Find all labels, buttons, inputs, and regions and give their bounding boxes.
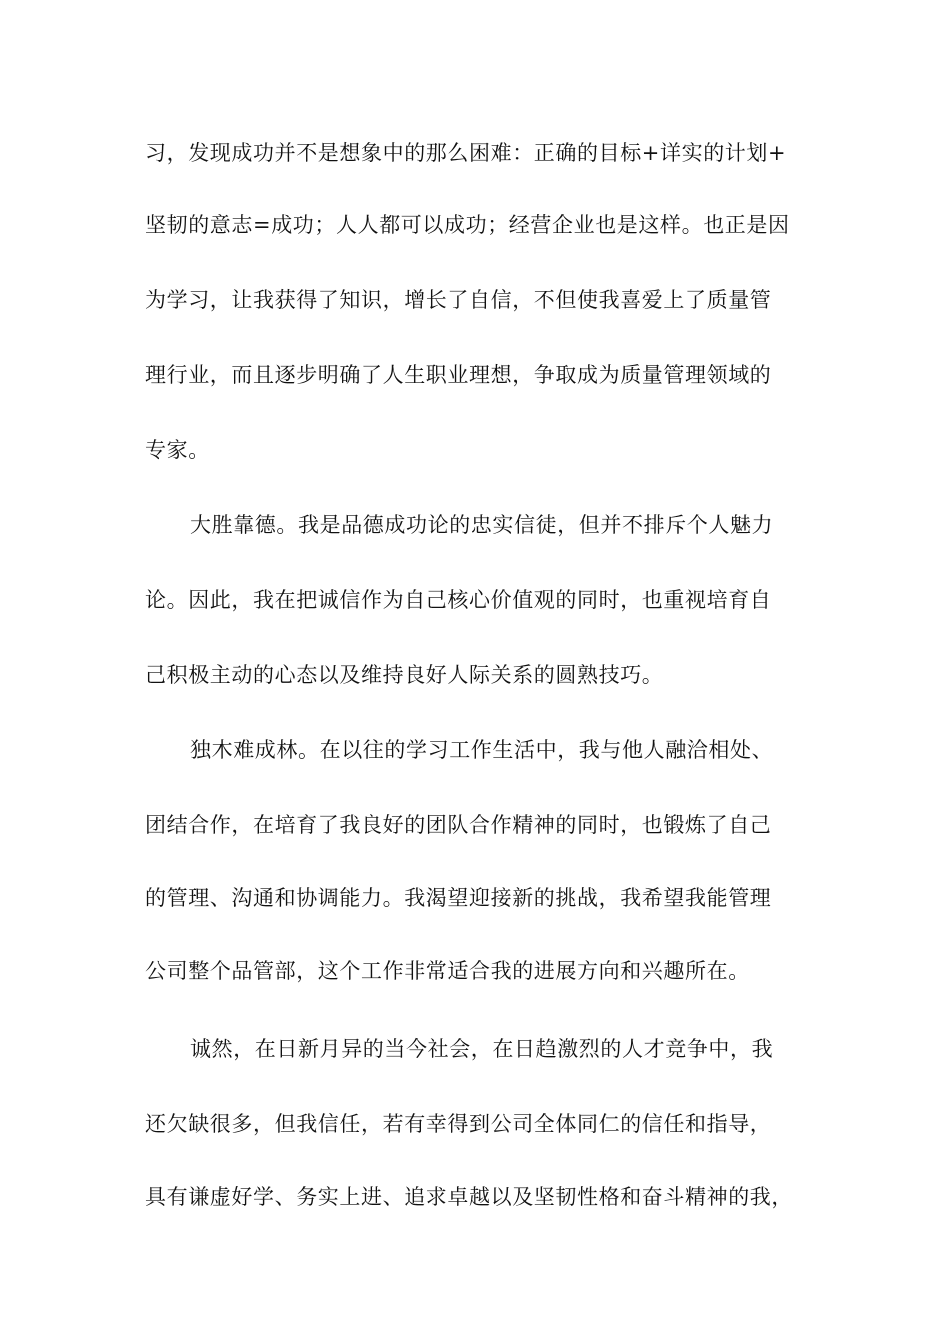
text-line: 论。因此，我在把诚信作为自己核心价值观的同时，也重视培育自 (145, 588, 772, 612)
paragraph-start-line: 诚然，在日新月异的当今社会，在日趋激烈的人才竞争中，我 (190, 1037, 774, 1061)
text-line: 理行业，而且逐步明确了人生职业理想，争取成为质量管理领域的 (145, 363, 772, 387)
text-line: 公司整个品管部，这个工作非常适合我的进展方向和兴趣所在。 (145, 959, 750, 983)
text-line: 专家。 (145, 438, 210, 462)
text-line: 具有谦虚好学、务实上进、追求卓越以及坚韧性格和奋斗精神的我， (145, 1185, 793, 1209)
text-line: 习，发现成功并不是想象中的那么困难：正确的目标+详实的计划+ (145, 141, 787, 165)
text-line: 为学习，让我获得了知识，增长了自信，不但使我喜爱上了质量管 (145, 288, 772, 312)
paragraph-start-line: 大胜靠德。我是品德成功论的忠实信徒，但并不排斥个人魅力 (190, 513, 774, 537)
text-line: 己积极主动的心态以及维持良好人际关系的圆熟技巧。 (145, 663, 664, 687)
text-line: 的管理、沟通和协调能力。我渴望迎接新的挑战，我希望我能管理 (145, 886, 772, 910)
text-line: 还欠缺很多，但我信任，若有幸得到公司全体同仁的信任和指导， (145, 1112, 772, 1136)
text-line: 坚韧的意志=成功；人人都可以成功；经营企业也是这样。也正是因 (145, 213, 790, 237)
text-line: 团结合作，在培育了我良好的团队合作精神的同时，也锻炼了自己 (145, 813, 772, 837)
paragraph-start-line: 独木难成林。在以往的学习工作生活中，我与他人融洽相处、 (190, 738, 774, 762)
